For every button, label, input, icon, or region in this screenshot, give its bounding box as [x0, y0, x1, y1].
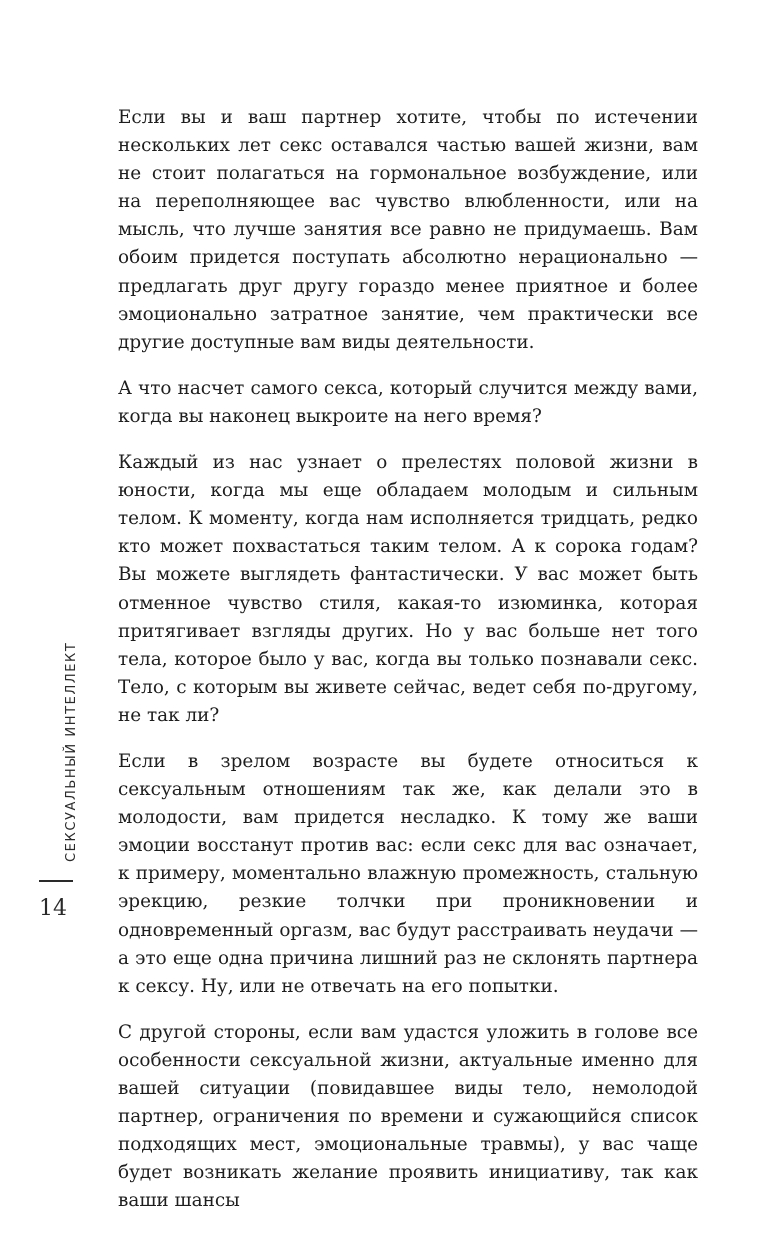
paragraph: А что насчет самого секса, который случится между вами, когда вы наконец выкроите на него время?	[118, 377, 698, 427]
divider	[39, 880, 73, 882]
paragraph: С другой стороны, если вам удастся уложить в голове все особенности сексуальной жизни, актуальные именно для вашей ситуации (повидавшее виды тело, немолодой партнер, ограничения по времени и сужающийся список подходящих мест, эмоциональные травмы), у вас чаще будет возникать желание проявить инициативу, так как ваши шансы	[118, 1021, 698, 1212]
running-head: СЕКСУАЛЬНЫЙ ИНТЕЛЛЕКТ	[64, 641, 79, 862]
paragraph: Если в зрелом возрасте вы будете относиться к сексуальным отношениям так же, как делали это в молодости, вам придется несладко. К тому же ваши эмоции восстанут против вас: если секс для вас означает, к примеру, моментально влажную промежность, стальную эрекцию, резкие толчки при проникновении и одновременный оргазм, вас будут расстраивать неудачи — а это еще одна причина лишний раз не склонять партнера к сексу. Ну, или не отвечать на его попытки.	[118, 750, 698, 997]
main-text	[118, 104, 698, 1233]
page-number: 14	[39, 896, 67, 921]
paragraph: Каждый из нас узнает о прелестях половой жизни в юности, когда мы еще обладаем молодым и сильным телом. К моменту, когда нам исполняется тридцать, редко кто может похвастаться таким телом. А к сорока годам? Вы можете выглядеть фантастически. У вас может быть отменное чувство стиля, какая-то изюминка, которая притягивает взгляды других. Но у вас больше нет того тела, которое было у вас, когда вы только познавали секс. Тело, с которым вы живете сейчас, ведет себя по-другому, не так ли?	[118, 452, 698, 726]
paragraph: Если вы и ваш партнер хотите, чтобы по истечении нескольких лет секс оставался частью вашей жизни, вам не стоит полагаться на гормональное возбуждение, или на переполняющее вас чувство влюбленности, или на мысль, что лучше занятия все равно не придумаешь. Вам обоим придется поступать абсолютно нерационально — предлагать друг другу гораздо менее приятное и более эмоционально затратное занятие, чем практически все другие доступные вам виды деятельности.	[118, 107, 698, 353]
